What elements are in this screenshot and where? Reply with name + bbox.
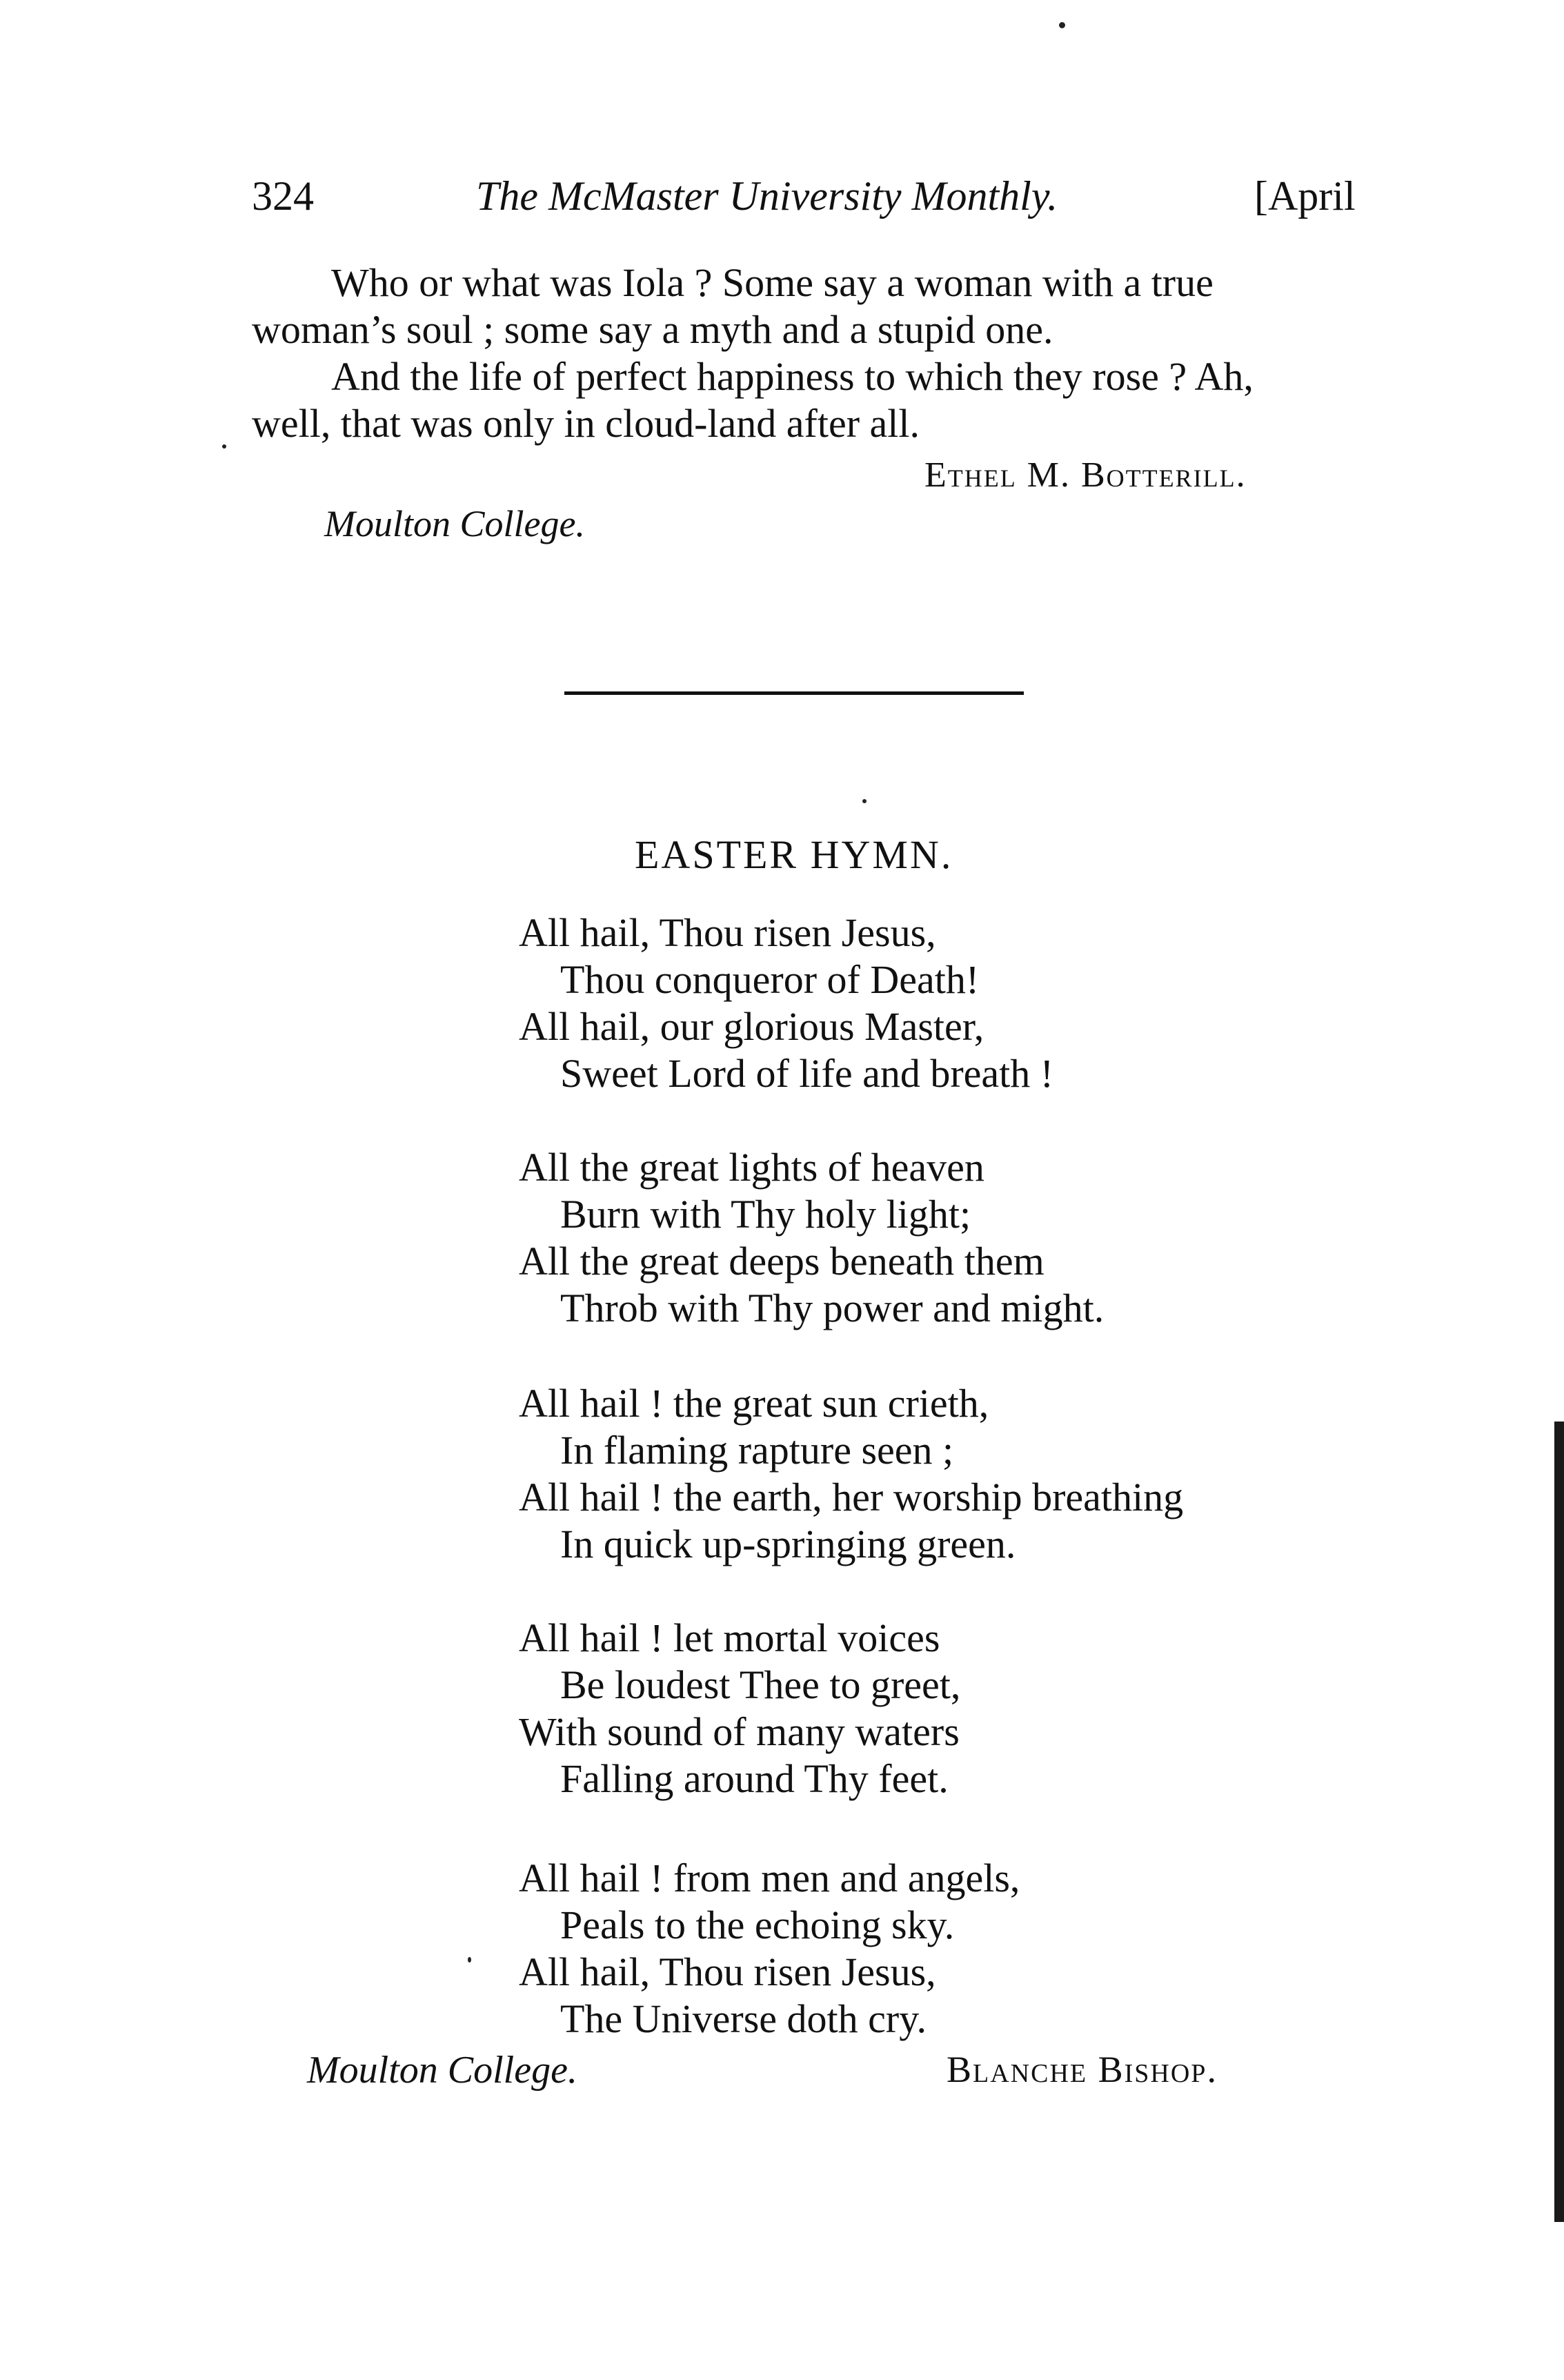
- poem-line: Thou conqueror of Death!: [560, 957, 980, 1002]
- poem-line: All hail ! let mortal voices: [519, 1615, 940, 1660]
- prose-affiliation: Moulton College.: [324, 503, 585, 544]
- hymn-title: EASTER HYMN.: [635, 832, 953, 877]
- prose-line: And the life of perfect happiness to which they rose ? Ah,: [331, 354, 1254, 399]
- prose-line: well, that was only in cloud-land after all.: [252, 401, 920, 446]
- poem-line: Peals to the echoing sky.: [560, 1902, 955, 1947]
- poem-line: All hail ! the earth, her worship breathing: [519, 1475, 1184, 1520]
- scan-speck: [862, 799, 867, 803]
- scan-speck: [468, 1957, 471, 1963]
- poem-line: Burn with Thy holy light;: [560, 1192, 971, 1237]
- scan-edge-shadow: [1554, 1422, 1564, 2222]
- poem-line: All the great deeps beneath them: [519, 1239, 1045, 1284]
- poem-line: Be loudest Thee to greet,: [560, 1662, 961, 1707]
- poem-line: All the great lights of heaven: [519, 1145, 984, 1190]
- poem-line: All hail, our glorious Master,: [519, 1004, 984, 1049]
- poem-line: In flaming rapture seen ;: [560, 1428, 954, 1473]
- issue-month: [April: [1254, 173, 1356, 219]
- prose-author: Ethel M. Botterill.: [924, 455, 1247, 495]
- hymn-affiliation: Moulton College.: [307, 2049, 577, 2092]
- hymn-author: Blanche Bishop.: [947, 2049, 1218, 2090]
- poem-line: With sound of many waters: [519, 1709, 960, 1754]
- poem-line: Falling around Thy feet.: [560, 1756, 949, 1801]
- page-number: 324: [252, 173, 314, 219]
- poem-line: Sweet Lord of life and breath !: [560, 1051, 1054, 1096]
- journal-title: The McMaster University Monthly.: [476, 173, 1058, 219]
- poem-line: All hail ! from men and angels,: [519, 1856, 1020, 1900]
- scan-speck: [1059, 22, 1065, 28]
- poem-line: All hail ! the great sun crieth,: [519, 1381, 989, 1426]
- poem-line: In quick up-springing green.: [560, 1522, 1016, 1566]
- poem-line: All hail, Thou risen Jesus,: [519, 910, 936, 955]
- prose-line: woman’s soul ; some say a myth and a stupid one.: [252, 307, 1053, 352]
- section-divider: [564, 691, 1024, 695]
- poem-line: Throb with Thy power and might.: [560, 1286, 1105, 1330]
- poem-line: All hail, Thou risen Jesus,: [519, 1949, 936, 1994]
- scan-speck: [222, 444, 226, 449]
- poem-line: The Universe doth cry.: [560, 1996, 927, 2041]
- prose-line: Who or what was Iola ? Some say a woman with a true: [331, 260, 1214, 305]
